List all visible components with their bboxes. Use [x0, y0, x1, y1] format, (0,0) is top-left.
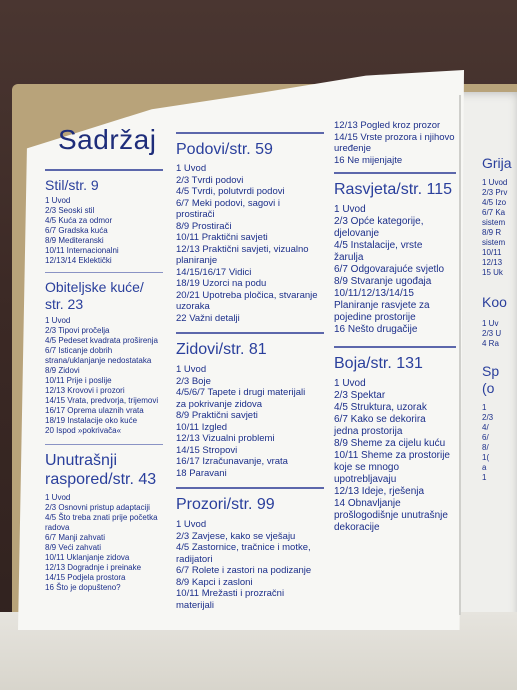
list-item: 16/17 Oprema ulaznih vrata: [45, 406, 144, 415]
list-item: 12/13 Praktični savjeti, vizualno: [176, 243, 309, 255]
list-item: 10/11 Prije i poslije: [45, 376, 112, 385]
list-item: 6/7 Manji zahvati: [45, 533, 106, 542]
list-item: 1 Uvod: [334, 204, 366, 215]
heading-line: Obiteljske kuće/: [45, 279, 144, 295]
section-heading-grijanje: Grija: [482, 155, 512, 171]
next-page-column: [482, 155, 517, 483]
list-item: 8/9 Zidovi: [45, 366, 80, 375]
list-item: 6/7 Rolete i zastori na podizanje: [176, 565, 312, 576]
heading-line: raspored/str. 43: [45, 471, 157, 488]
list-item: 18/19 Instalacije oko kuće: [45, 416, 138, 425]
section-list-koordinacija: [482, 319, 517, 349]
list-item: 18 Paravani: [176, 467, 227, 479]
list-item: 1 Uvod: [176, 519, 207, 530]
list-item: 10/11/12/13/14/15: [334, 288, 414, 299]
heading-line: (o: [482, 380, 495, 396]
section-rule: [176, 332, 324, 334]
list-item: 6/: [482, 433, 489, 442]
list-item: 16/17 Izračunavanje, vrata: [176, 456, 288, 467]
list-item: 14/15 Vrste prozora i njihovo: [334, 131, 455, 143]
list-item: 12/13 Pogled kroz prozor: [334, 120, 441, 131]
list-item: 6/7 Meki podovi, sagovi i: [176, 197, 281, 209]
list-item: 8/9 Stvaranje ugođaja: [334, 276, 432, 287]
list-item: 10/11 Izgled: [176, 421, 228, 433]
list-item: 4/5 Što treba znati prije početka: [45, 513, 158, 522]
list-item: 6/7 Kako se dekorira: [334, 414, 426, 425]
list-item: radijatori: [176, 553, 213, 565]
list-item: dekoracije: [334, 522, 380, 533]
list-item: 1 Uvod: [45, 493, 71, 502]
section-list-zidovi: [176, 364, 324, 479]
list-item: 10/11 Uklanjanje zidova: [45, 553, 130, 562]
list-item: 12/13/14 Eklektički: [45, 256, 112, 265]
list-item: 10/11 Sheme za prostorije: [334, 450, 450, 461]
list-item: 12/13: [482, 258, 503, 267]
list-item: 1 Uvod: [45, 196, 71, 205]
heading-line: str. 23: [45, 296, 84, 312]
list-item: materijali: [176, 599, 215, 611]
list-item: 4/5 Zastornice, tračnice i motke,: [176, 542, 311, 553]
section-list-prozori: [176, 519, 324, 611]
section-list-obiteljske: [45, 316, 163, 436]
list-item: strana/uklanjanje nedostataka: [45, 356, 152, 365]
list-item: 12/13 Dogradnje i preinake: [45, 563, 142, 572]
list-item: Planiranje rasvjete za: [334, 300, 430, 311]
list-item: 10/11: [482, 248, 502, 257]
section-rule: [45, 444, 163, 445]
section-list-grijanje: [482, 178, 517, 278]
list-item: 1 Uvod: [176, 163, 207, 174]
section-rule: [334, 346, 456, 348]
list-item: 8/9 Sheme za cijelu kuću: [334, 438, 446, 449]
list-item: 10/11 Internacionalni: [45, 246, 119, 255]
right-column: [334, 120, 456, 534]
list-item: 1 Uvod: [334, 378, 366, 389]
list-item: 8/9 Kapci i zasloni: [176, 576, 253, 588]
list-item: 10/11 Praktični savjeti: [176, 232, 268, 243]
section-heading-koordinacija: Koo: [482, 294, 507, 310]
list-item: 2/3 Opće kategorije,: [334, 216, 424, 227]
list-item: 4/5 Kuća za odmor: [45, 216, 113, 225]
list-item: prostirači: [176, 209, 215, 220]
list-item: sistem: [482, 238, 506, 247]
list-item: 2/3: [482, 413, 494, 422]
list-item: 2/3 U: [482, 329, 502, 338]
section-rule: [45, 272, 163, 273]
list-item: 22 Važni detalji: [176, 312, 240, 324]
section-heading-zidovi: Zidovi/str. 81: [176, 341, 267, 358]
list-item: 2/3 Tipovi pročelja: [45, 326, 110, 335]
list-item: planiranje: [176, 255, 218, 266]
list-item: 2/3 Zavjese, kako se vješaju: [176, 530, 296, 542]
page-title: Sadržaj: [58, 124, 157, 155]
heading-line: Sp: [482, 363, 500, 379]
list-item: 4/5 Pedeset kvadrata proširenja: [45, 336, 158, 345]
section-list-boja: [334, 378, 456, 534]
list-item: 14/15 Stropovi: [176, 444, 238, 456]
section-list-sp: [482, 403, 517, 483]
list-item: 2/3 Seoski stil: [45, 206, 95, 215]
list-item: a: [482, 463, 487, 472]
list-item: 20 Ispod »pokrivača«: [45, 426, 122, 435]
list-item: 4/5/6/7 Tapete i drugi materijali: [176, 387, 306, 398]
list-item: 8/: [482, 443, 489, 452]
list-item: 2/3 Boje: [176, 375, 211, 387]
list-item: 14 Obnavljanje: [334, 498, 401, 509]
section-rule: [334, 172, 456, 174]
list-item: 1 Uvod: [482, 178, 508, 187]
list-item: 12/13 Ideje, rješenja: [334, 486, 425, 497]
list-item: 2/3 Osnovni pristup adaptaciji: [45, 503, 150, 512]
list-item: 20/21 Upotreba pločica, stvaranje: [176, 289, 318, 301]
list-item: prošlogodišnje unutrašnje: [334, 510, 448, 521]
title-rule: [45, 169, 163, 171]
left-column: [45, 165, 163, 593]
list-item: 1 Uv: [482, 319, 499, 328]
section-list-rasvjeta: [334, 204, 456, 336]
list-item: 12/13 Krovovi i prozori: [45, 386, 125, 395]
list-item: 6/7 Gradska kuća: [45, 226, 108, 235]
section-heading-podovi: Podovi/str. 59: [176, 141, 273, 158]
list-item: 14/15 Vrata, predvorja, trijemovi: [45, 396, 159, 405]
section-heading-stil: Stil/str. 9: [45, 177, 99, 193]
list-item: 1(: [482, 453, 490, 462]
list-item: uzoraka: [176, 301, 210, 312]
list-item: 1 Uvod: [176, 364, 207, 375]
section-list-unutrasnji: [45, 493, 163, 593]
list-item: 4/5 Struktura, uzorak: [334, 402, 427, 413]
list-item: 6/7 Odgovarajuće svjetlo: [334, 264, 445, 275]
list-item: radova: [45, 523, 70, 532]
section-heading-prozori: Prozori/str. 99: [176, 496, 275, 513]
section-list-stil: [45, 196, 163, 266]
list-item: žarulja: [334, 252, 364, 263]
list-item: 8/9 Mediteranski: [45, 236, 104, 245]
list-item: 1: [482, 473, 487, 482]
list-item: koje se mnogo: [334, 462, 400, 473]
section-rule: [176, 487, 324, 489]
list-item: 6/7 Isticanje dobrih: [45, 346, 113, 355]
section-rule: [176, 132, 324, 134]
section-heading-boja: Boja/str. 131: [334, 355, 423, 372]
list-item: 12/13 Vizualni problemi: [176, 433, 275, 444]
list-item: 15 Uk: [482, 268, 503, 277]
list-item: 18/19 Uzorci na podu: [176, 278, 267, 289]
list-item: pojedine prostorije: [334, 312, 416, 323]
section-heading-obiteljske: [45, 279, 163, 313]
list-item: 2/3 Tvrdi podovi: [176, 174, 244, 186]
section-list-prozori-continued: [334, 120, 456, 166]
list-item: 16 Ne mijenjajte: [334, 154, 403, 166]
list-item: 14/15 Podjela prostora: [45, 573, 126, 582]
list-item: jedna prostorija: [334, 426, 403, 437]
section-heading-unutrasnji: [45, 451, 163, 489]
list-item: 1: [482, 403, 487, 412]
list-item: uređenje: [334, 143, 371, 154]
list-item: 6/7 Ka: [482, 208, 506, 217]
list-item: 10/11 Mrežasti i prozračni: [176, 588, 285, 599]
list-item: 2/3 Prv: [482, 188, 508, 197]
list-item: 14/15/16/17 Vidici: [176, 266, 252, 278]
list-item: 2/3 Spektar: [334, 390, 386, 401]
list-item: 8/9 Veći zahvati: [45, 543, 102, 552]
section-heading-sp: [482, 363, 517, 397]
list-item: 4/5 Izo: [482, 198, 507, 207]
list-item: djelovanje: [334, 228, 380, 239]
section-list-podovi: [176, 163, 324, 324]
list-item: 16 Što je dopušteno?: [45, 583, 121, 592]
list-item: 4/: [482, 423, 489, 432]
list-item: 4/5 Tvrdi, polutvrdi podovi: [176, 186, 285, 197]
heading-line: Unutrašnji: [45, 452, 118, 469]
list-item: sistem: [482, 218, 506, 227]
list-item: za pokrivanje zidova: [176, 398, 263, 410]
list-item: 1 Uvod: [45, 316, 71, 325]
list-item: 8/9 Prostirači: [176, 220, 232, 232]
list-item: 4/5 Instalacije, vrste: [334, 240, 423, 251]
section-heading-rasvjeta: Rasvjeta/str. 115: [334, 181, 452, 198]
list-item: 8/9 R: [482, 228, 502, 237]
list-item: upotrebljavaju: [334, 474, 397, 485]
middle-column: [176, 128, 324, 611]
list-item: 4 Ra: [482, 339, 499, 348]
list-item: 8/9 Praktični savjeti: [176, 410, 258, 421]
list-item: 16 Nešto drugačije: [334, 324, 418, 335]
